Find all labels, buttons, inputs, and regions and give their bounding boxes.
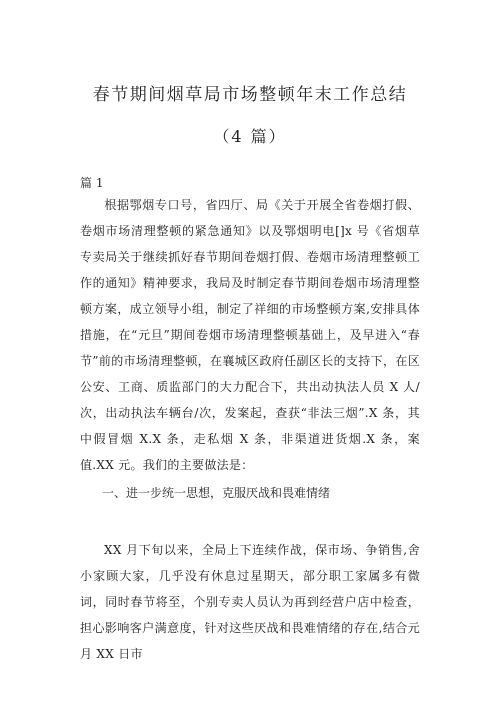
paragraph-text: 根据鄂烟专口号，省四厅、局《关于开展全省卷烟打假、卷烟市场清理整顿的紧急通知》以及鄂烟明电[]x 号《省烟草专卖局关于继续抓好春节期间卷烟打假、卷烟市场清理整顿工作的通知》精神要求，我局及时制定春节期间卷烟市场清理整顿方案，成立领导小组，制定了祥细的市场整顿方案,安排具体措施，在“元旦”期间卷烟市场清理整顿基础上，及早进入“春节”前的市场清理整顿，在襄城区政府任副区长的支持下，在区公安、工商、质监部门的大力配合下，共出动执法人员 X 人/次，出动执法车辆台/次，发案起，查获“非法三烟”.X 条，其中假冒烟 X.X 条，走私烟 X 条，非渠道进货烟.X 条，案值.XX 元。我们的主要做法是： (80, 198, 420, 472)
section-heading: 一、进一步统一思想，克服厌战和畏难情绪 (102, 486, 331, 500)
paragraph-text: XX 月下旬以来，全局上下连续作战，保市场、争销售,舍小家顾大家，几乎没有休息过星期天，部分职工家属多有微词，同时春节将至，个别专卖人员认为再到经营户店中检查，担心影响客户满意度，针对这些厌战和畏难情绪的存在,结合元月 XX 日市 (80, 543, 420, 661)
paragraph (80, 192, 420, 478)
section-label: 篇 1 (80, 176, 104, 190)
paragraph (80, 537, 420, 667)
document-subtitle: （4 篇） (213, 127, 287, 146)
document-title: 春节期间烟草局市场整顿年末工作总结 (92, 85, 408, 105)
